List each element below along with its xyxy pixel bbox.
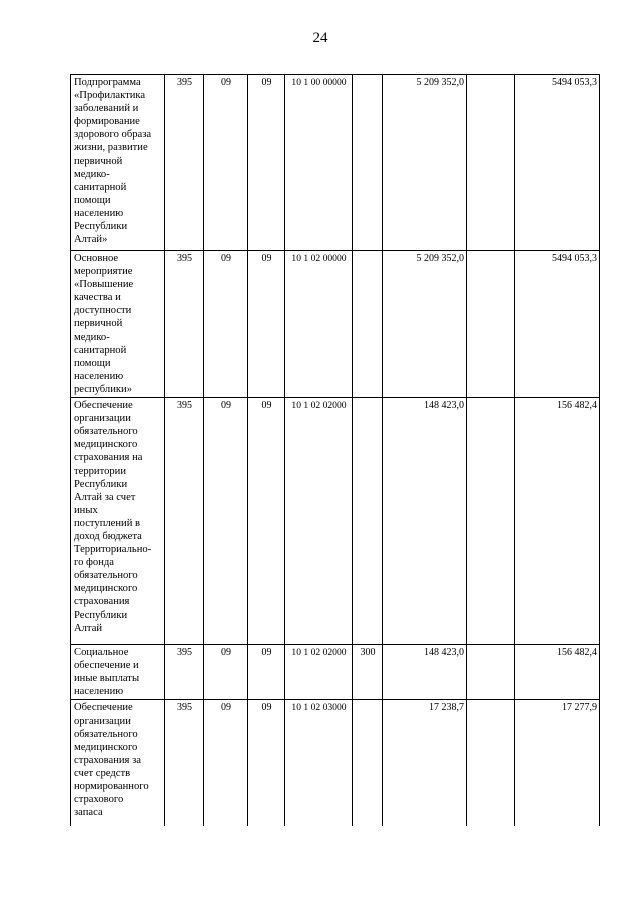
item-name-line: организации [74, 413, 131, 425]
expense-type-cell [353, 398, 383, 645]
item-name-line: Обеспечение [74, 400, 133, 412]
table-row [71, 398, 600, 645]
expense-type-cell [353, 700, 383, 826]
item-name-line: санитарной [74, 181, 127, 193]
item-name-line: формирование [74, 116, 140, 128]
item-name-line: обязательного [74, 570, 138, 582]
item-name-line: первичной [74, 318, 123, 330]
item-name-line: Республики [74, 478, 128, 490]
table-row [71, 700, 600, 826]
amount-1-cell: 17 238,7 [383, 700, 467, 826]
target-article-cell: 10 1 02 03000 [285, 700, 353, 826]
item-name-line: Алтай» [74, 234, 108, 246]
item-name-line: медицинского [74, 439, 138, 451]
item-name-line: медико- [74, 331, 110, 343]
item-name-line: обязательного [74, 426, 138, 438]
amount-2-cell [467, 251, 515, 398]
target-article-cell: 10 1 02 02000 [285, 645, 353, 700]
item-name-line: здорового образа [74, 129, 152, 141]
expense-type-cell: 300 [353, 645, 383, 700]
item-name-line: Подпрограмма [74, 77, 141, 88]
item-name-line: помощи [74, 194, 111, 206]
item-name-line: населению [74, 686, 124, 698]
amount-3-cell: 156 482,4 [515, 398, 600, 645]
item-name-line: заболеваний и [74, 103, 139, 115]
subsection-code-cell: 09 [248, 75, 285, 251]
item-name-line: страхования на [74, 452, 143, 464]
item-name-line: населению [74, 207, 124, 219]
section-code-cell: 09 [204, 645, 248, 700]
amount-3-cell: 17 277,9 [515, 700, 600, 826]
ministry-code-cell: 395 [165, 645, 204, 700]
item-name-line: запаса [74, 807, 103, 819]
item-name-line: доход бюджета [74, 530, 142, 542]
item-name-line: Республики [74, 221, 128, 233]
subsection-code-cell: 09 [248, 645, 285, 700]
target-article-cell: 10 1 02 00000 [285, 251, 353, 398]
item-name-line: иные выплаты [74, 673, 140, 685]
item-name-line: Территориально- [74, 544, 152, 556]
amount-2-cell [467, 700, 515, 826]
amount-3-cell: 5494 053,3 [515, 75, 600, 251]
table-row [71, 75, 600, 251]
item-name-line: доступности [74, 305, 132, 317]
section-code-cell: 09 [204, 398, 248, 645]
item-name-line: организации [74, 715, 131, 727]
item-name-line: помощи [74, 357, 111, 369]
expense-type-cell [353, 75, 383, 251]
amount-1-cell: 5 209 352,0 [383, 251, 467, 398]
item-name-line: Республики [74, 609, 128, 621]
item-name-line: иных [74, 504, 98, 516]
item-name-line: Алтай за счет [74, 491, 136, 503]
item-name-line: республики» [74, 383, 132, 395]
amount-2-cell [467, 398, 515, 645]
item-name-line: страхования за [74, 754, 141, 766]
ministry-code-cell: 395 [165, 700, 204, 826]
expense-type-cell [353, 251, 383, 398]
ministry-code-cell: 395 [165, 251, 204, 398]
table-row [71, 251, 600, 398]
subsection-code-cell: 09 [248, 251, 285, 398]
item-name-line: территории [74, 465, 127, 477]
item-name-cell [71, 398, 165, 645]
item-name-line: «Повышение [74, 279, 134, 291]
amount-1-cell: 148 423,0 [383, 398, 467, 645]
target-article-cell: 10 1 02 02000 [285, 398, 353, 645]
item-name-line: населению [74, 370, 124, 382]
budget-table [70, 74, 600, 826]
item-name-line: го фонда [74, 557, 114, 569]
item-name-line: нормированного [74, 780, 149, 792]
table-row [71, 645, 600, 700]
item-name-line: Основное [74, 253, 119, 264]
page-number: 24 [312, 30, 328, 46]
subsection-code-cell: 09 [248, 398, 285, 645]
item-name-line: медико- [74, 168, 110, 180]
item-name-line: качества и [74, 292, 121, 304]
item-name-line: страхования [74, 596, 130, 608]
item-name-line: медицинского [74, 741, 138, 753]
subsection-code-cell: 09 [248, 700, 285, 826]
item-name-line: обязательного [74, 728, 138, 740]
amount-1-cell: 148 423,0 [383, 645, 467, 700]
item-name-line: счет средств [74, 767, 131, 779]
item-name-cell [71, 251, 165, 398]
item-name-line: жизни, развитие [74, 142, 148, 154]
item-name-line: страхового [74, 794, 124, 806]
amount-2-cell [467, 75, 515, 251]
section-code-cell: 09 [204, 700, 248, 826]
item-name-line: Социальное [74, 647, 129, 659]
item-name-line: санитарной [74, 344, 127, 356]
item-name-line: поступлений в [74, 517, 141, 529]
amount-3-cell: 156 482,4 [515, 645, 600, 700]
amount-1-cell: 5 209 352,0 [383, 75, 467, 251]
amount-3-cell: 5494 053,3 [515, 251, 600, 398]
item-name-cell [71, 75, 165, 251]
item-name-line: медицинского [74, 583, 138, 595]
section-code-cell: 09 [204, 251, 248, 398]
target-article-cell: 10 1 00 00000 [285, 75, 353, 251]
item-name-line: «Профилактика [74, 90, 146, 102]
section-code-cell: 09 [204, 75, 248, 251]
ministry-code-cell: 395 [165, 75, 204, 251]
item-name-cell [71, 645, 165, 700]
item-name-line: обеспечение и [74, 660, 139, 672]
item-name-line: первичной [74, 155, 123, 167]
amount-2-cell [467, 645, 515, 700]
item-name-line: Алтай [74, 622, 103, 634]
ministry-code-cell: 395 [165, 398, 204, 645]
item-name-line: мероприятие [74, 266, 133, 278]
item-name-cell [71, 700, 165, 826]
item-name-line: Обеспечение [74, 702, 133, 714]
